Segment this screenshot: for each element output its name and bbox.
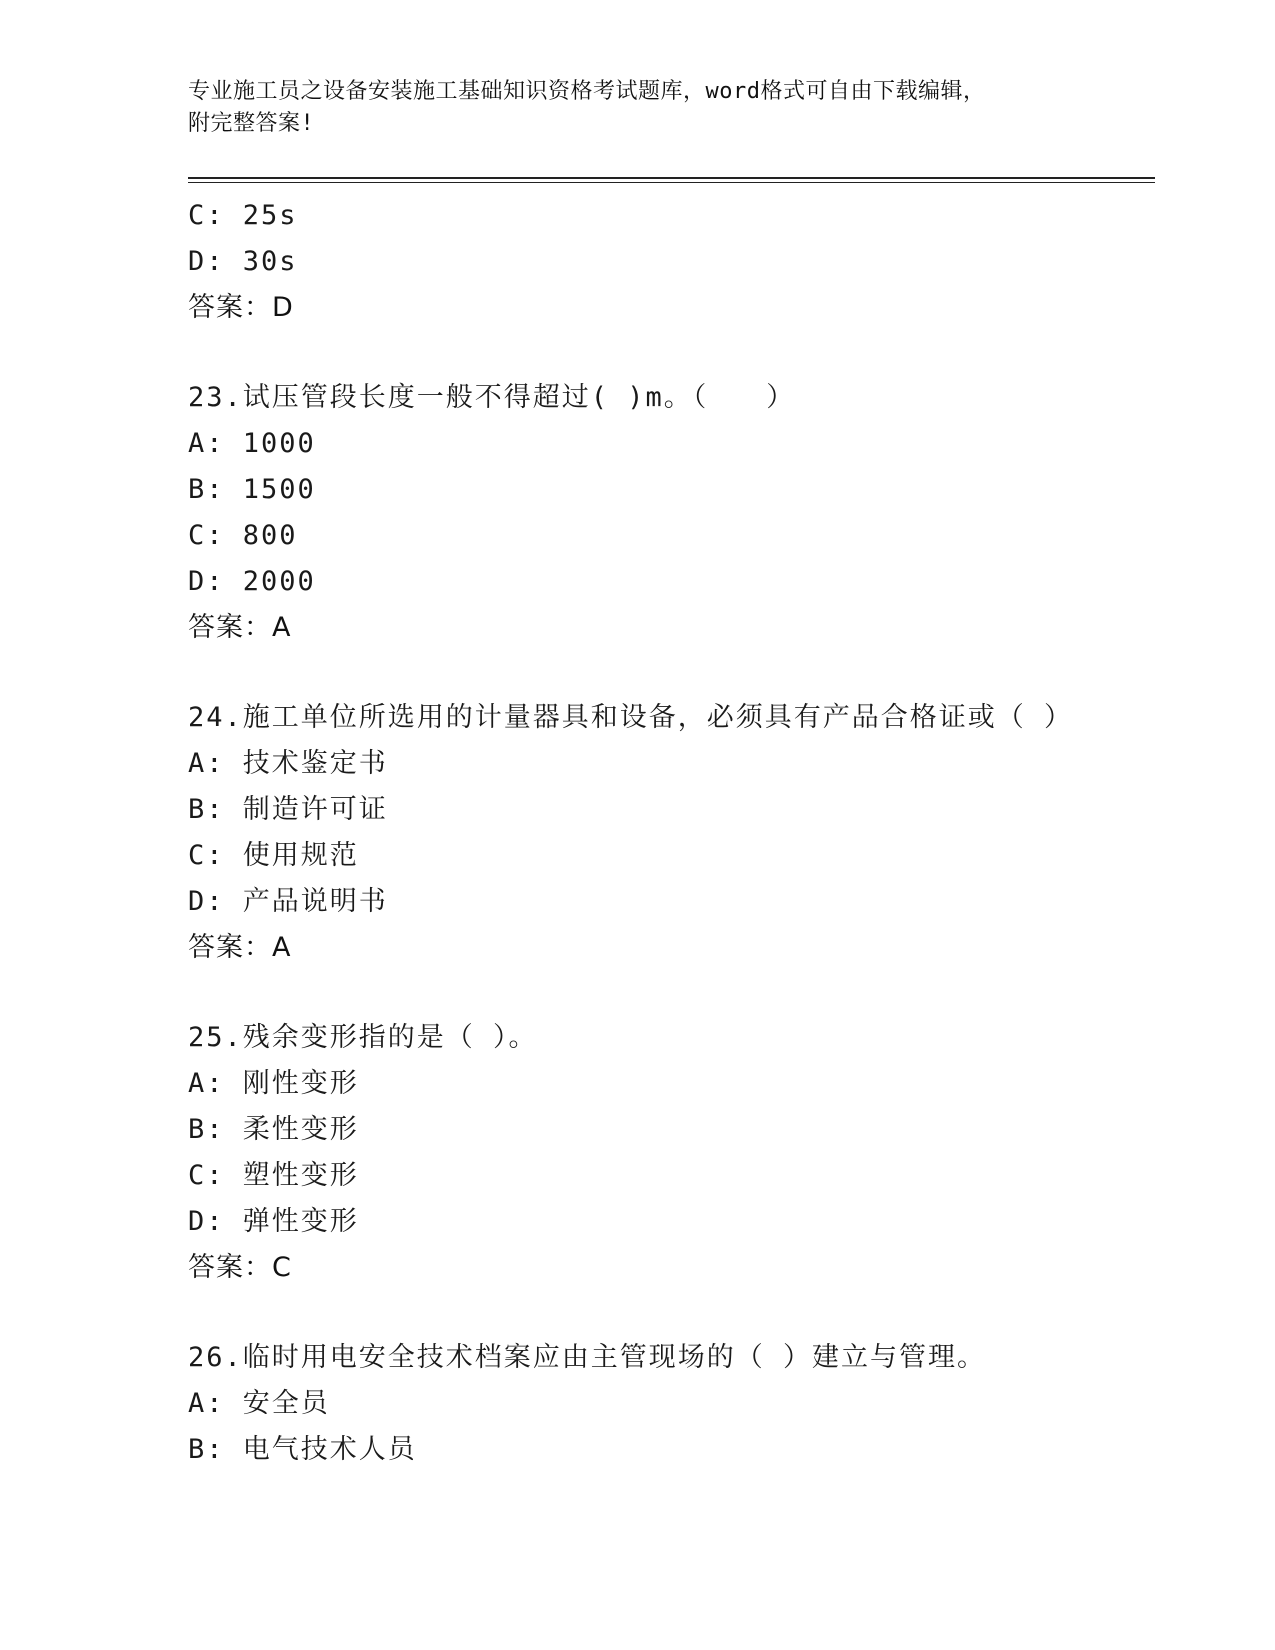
question-list — [188, 193, 1148, 1473]
header-divider-thick — [188, 177, 1155, 179]
question-stem: 24.施工单位所选用的计量器具和设备，必须具有产品合格证或（ ） — [188, 702, 1074, 733]
option-a: A: 安全员 — [188, 1388, 330, 1419]
document-header — [188, 76, 1088, 140]
option-d: D: 弹性变形 — [188, 1206, 359, 1237]
option-a: A: 刚性变形 — [188, 1068, 359, 1099]
option-b: B: 柔性变形 — [188, 1114, 359, 1145]
question-24 — [188, 695, 1148, 971]
question-stem: 26.临时用电安全技术档案应由主管现场的（ ）建立与管理。 — [188, 1342, 987, 1373]
answer-line: 答案：C — [188, 1252, 292, 1283]
option-c: C: 使用规范 — [188, 840, 359, 871]
question-stem: 23.试压管段长度一般不得超过( )m。（ ） — [188, 382, 796, 413]
question-22-continuation — [188, 193, 1148, 331]
option-c: C: 塑性变形 — [188, 1160, 359, 1191]
header-line-2: 附完整答案! — [188, 111, 315, 136]
option-d: D: 2000 — [188, 566, 316, 597]
option-b: B: 制造许可证 — [188, 794, 388, 825]
header-divider-thin — [188, 182, 1155, 183]
option-c: C: 25s — [188, 200, 298, 231]
option-a: A: 1000 — [188, 428, 316, 459]
question-stem: 25.残余变形指的是（ ）。 — [188, 1022, 538, 1053]
option-b: B: 电气技术人员 — [188, 1434, 417, 1465]
answer-line: 答案：A — [188, 932, 292, 963]
option-c: C: 800 — [188, 520, 298, 551]
option-d: D: 30s — [188, 246, 298, 277]
answer-line: 答案：A — [188, 612, 292, 643]
option-d: D: 产品说明书 — [188, 886, 388, 917]
option-a: A: 技术鉴定书 — [188, 748, 388, 779]
header-line-1: 专业施工员之设备安装施工基础知识资格考试题库，word格式可自由下载编辑， — [188, 79, 986, 104]
question-26 — [188, 1335, 1148, 1473]
option-b: B: 1500 — [188, 474, 316, 505]
answer-line: 答案：D — [188, 292, 294, 323]
question-25 — [188, 1015, 1148, 1291]
question-23 — [188, 375, 1148, 651]
